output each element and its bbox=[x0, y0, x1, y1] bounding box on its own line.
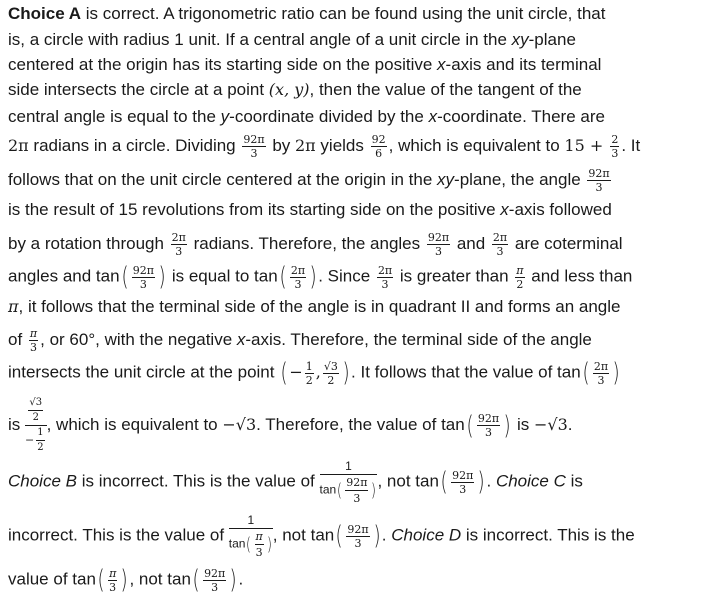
fraction-92pi-3: $\frac{92\pi}{3}$ bbox=[132, 263, 154, 291]
fraction-92pi-3: $\frac{92\pi}{3}$ bbox=[588, 167, 610, 194]
fraction-2pi-3: $\frac{2\pi}{3}$ bbox=[171, 231, 186, 258]
fraction-92pi-3: $\frac{92\pi}{3}$ bbox=[477, 412, 500, 439]
fraction-92pi-3: $\frac{92\pi}{3}$ bbox=[243, 133, 265, 160]
fraction-92pi-3: $\frac{92\pi}{3}$ bbox=[427, 231, 450, 258]
line-14: is $\frac{√3}{2}$ − $\frac{1}{2}$ , which is equivalent to −√3. Therefore, the value of tan( $\frac{92\pi}{3}$ ) is −√3. bbox=[8, 397, 573, 453]
line-9: by a rotation through $\frac{2\pi}{3}$ radians. Therefore, the angles $\frac{92\pi}{3}$ and $\frac{2\pi}{3}$ are coterminal bbox=[8, 231, 623, 258]
fraction-pi-3: $\frac{\pi}{3}$ bbox=[29, 327, 38, 354]
fraction-1-2: $\frac{1}{2}$ bbox=[305, 359, 313, 387]
line-8: is the result of 15 revolutions from its starting side on the positive x-axis followed bbox=[8, 200, 612, 219]
choice-b-line-2: incorrect. This is the value of 1 tan( $\frac{\pi}{3}$ ) , not tan( $\frac{92\pi}{3}$ ). Choice D is incorrect. This is the bbox=[8, 513, 635, 559]
line-10: angles and tan( $\frac{92\pi}{3}$ ) is equal to tan( $\frac{2\pi}{3}$ ). Since $\frac{2\pi}{3}$ is greater than $\frac{\pi}{2}$ and less than bbox=[8, 262, 633, 292]
compound-fraction-sqrt3-over-neg-half: $\frac{√3}{2}$ − $\frac{1}{2}$ bbox=[25, 398, 47, 453]
choice-c-label: Choice C bbox=[495, 471, 566, 491]
fraction-92pi-3: $\frac{92\pi}{3}$ bbox=[204, 566, 226, 594]
line-11: π, it follows that the terminal side of the angle is in quadrant II and forms an angle bbox=[8, 297, 621, 316]
fraction-pi-3: $\frac{\pi}{3}$ bbox=[109, 566, 117, 594]
fraction-2pi-3: $\frac{2\pi}{3}$ bbox=[377, 263, 393, 291]
choice-d-label: Choice D bbox=[391, 525, 462, 545]
line-7: follows that on the unit circle centered at the origin in the xy-plane, the angle $\frac{92\pi}{3}$ bbox=[8, 167, 610, 194]
line-3: centered at the origin has its starting side on the positive x-axis and its terminal bbox=[8, 55, 602, 74]
line-2: is, a circle with radius 1 unit. If a central angle of a unit circle in the xy-plane bbox=[8, 30, 576, 49]
fraction-2pi-3: $\frac{2\pi}{3}$ bbox=[492, 231, 508, 258]
fraction-2pi-3: $\frac{2\pi}{3}$ bbox=[593, 359, 609, 387]
line-6: 2π radians in a circle. Dividing $\frac{92\pi}{3}$ by 2π yields $\frac{92}{6}$ , which is equivalent to 15 + $\frac{2}{3}$ . It bbox=[8, 133, 641, 160]
fraction-92-6: $\frac{92}{6}$ bbox=[371, 133, 386, 160]
fraction-pi-2: $\frac{\pi}{2}$ bbox=[516, 263, 524, 291]
line-12: of $\frac{\pi}{3}$ , or 60°, with the negative x-axis. Therefore, the terminal side of the angle bbox=[8, 327, 592, 354]
line-13: intersects the unit circle at the point (− $\frac{1}{2}$ , $\frac{√3}{2}$ ). It follows that the value of tan( $\frac{2\pi}{3}$ ) bbox=[8, 358, 620, 388]
fraction-1-over-tan-pi-3: 1 tan( $\frac{\pi}{3}$ ) bbox=[228, 513, 272, 559]
line-1: Choice A is correct. A trigonometric ratio can be found using the unit circle, that bbox=[8, 4, 606, 23]
choice-b-line-3: value of tan( $\frac{\pi}{3}$ ), not tan( $\frac{92\pi}{3}$ ). bbox=[8, 565, 244, 595]
fraction-2-3: $\frac{2}{3}$ bbox=[611, 133, 619, 160]
line-4: side intersects the circle at a point (x, y), then the value of the tangent of the bbox=[8, 80, 582, 99]
fraction-1-over-tan-92pi-3: 1 tan( $\frac{92\pi}{3}$ ) bbox=[319, 459, 377, 505]
line-5: central angle is equal to the y-coordinate divided by the x-coordinate. There are bbox=[8, 107, 605, 126]
fraction-92pi-3: $\frac{92\pi}{3}$ bbox=[347, 522, 369, 550]
choice-b-label: Choice B bbox=[8, 471, 77, 491]
choice-a-label: Choice A bbox=[8, 4, 82, 23]
fraction-92pi-3: $\frac{92\pi}{3}$ bbox=[452, 468, 474, 496]
choice-b-line-1: Choice B is incorrect. This is the value of 1 tan( $\frac{92\pi}{3}$ ) , not tan( $\frac{92\pi}{3}$ ). Choice C is bbox=[8, 459, 583, 505]
fraction-sqrt3-2: $\frac{√3}{2}$ bbox=[323, 359, 338, 387]
fraction-2pi-3: $\frac{2\pi}{3}$ bbox=[290, 263, 306, 291]
